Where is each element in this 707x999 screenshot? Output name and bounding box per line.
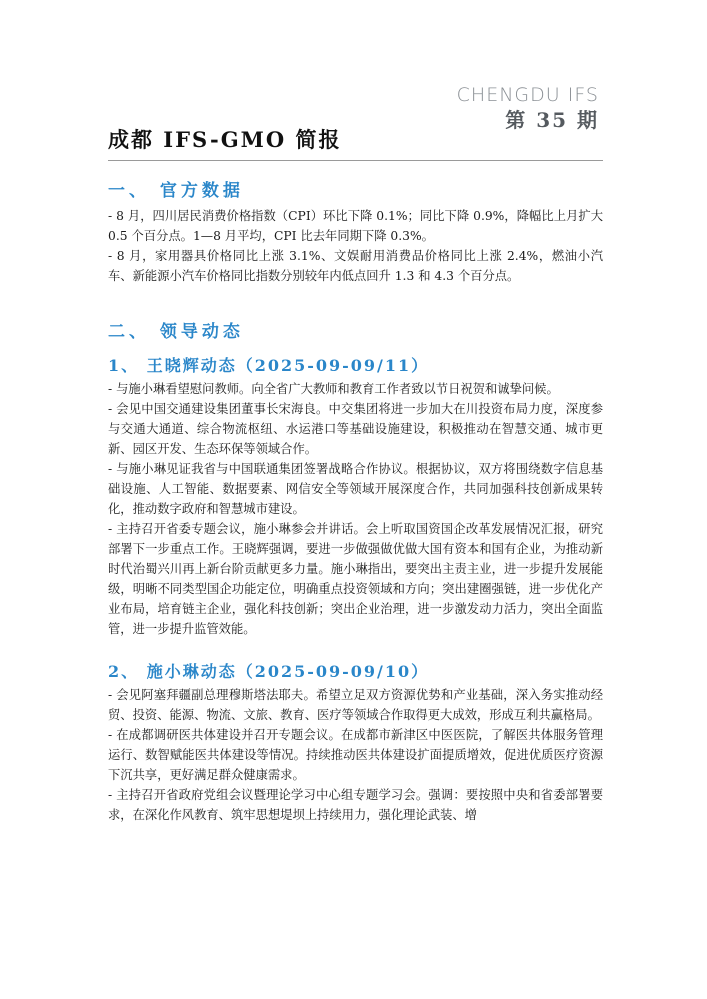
list-item: - 在成都调研医共体建设并召开专题会议。在成都市新津区中医医院，了解医共体服务管理运行、数智赋能医共体建设等情况。持续推动医共体建设扩面提质增效，促进优质医疗资源下沉共享，更好满足群众健康需求。	[108, 728, 603, 782]
subsection-heading-shi: 2、 施小琳动态（2025-09-09/10）	[108, 662, 430, 681]
list-item: - 8 月，四川居民消费价格指数（CPI）环比下降 0.1%；同比下降 0.9%，降幅比上月扩大 0.5 个百分点。1—8 月平均，CPI 比去年同期下降 0.3%。	[108, 209, 603, 243]
document-body	[108, 178, 603, 825]
subsection-heading-wang: 1、 王晓辉动态（2025-09-09/11）	[108, 356, 430, 375]
brand-mark: CHENGDU IFS	[456, 84, 599, 106]
issue-number: 第 35 期	[505, 108, 599, 132]
list-item: - 与施小琳见证我省与中国联通集团签署战略合作协议。根据协议，双方将围绕数字信息基础设施、人工智能、数据要素、网信安全等领域开展深度合作，共同加强科技创新成果转化，推动数字政府和智慧城市建设。	[108, 462, 603, 516]
list-item: - 与施小琳看望慰问教师。向全省广大教师和教育工作者致以节日祝贺和诚挚问候。	[108, 382, 559, 396]
list-item: - 主持召开省政府党组会议暨理论学习中心组专题学习会。强调：要按照中央和省委部署要求，在深化作风教育、筑牢思想堤坝上持续用力，强化理论武装、增	[108, 788, 603, 822]
list-item: - 主持召开省委专题会议，施小琳参会并讲话。会上听取国资国企改革发展情况汇报，研究部署下一步重点工作。王晓辉强调，要进一步做强做优做大国有资本和国有企业，为推动新时代治蜀兴川再上新台阶贡献更多力量。施小琳指出，要突出主责主业，进一步提升发展能级，明晰不同类型国企功能定位，明确重点投资领域和方向；突出建圈强链，进一步优化产业布局，培育链主企业，强化科技创新；突出企业治理，进一步激发动力活力，突出全面监管，进一步提升监管效能。	[108, 522, 603, 636]
page-title: 成都 IFS-GMO 简报	[108, 127, 342, 152]
section-heading-leader-updates: 二、 领导动态	[108, 322, 244, 342]
list-item: - 会见中国交通建设集团董事长宋海良。中交集团将进一步加大在川投资布局力度，深度参与交通大通道、综合物流枢纽、水运港口等基础设施建设，积极推动在智慧交通、城市更新、园区开发、生态环保等领域合作。	[108, 402, 603, 456]
list-item: - 会见阿塞拜疆副总理穆斯塔法耶夫。希望立足双方资源优势和产业基础，深入务实推动经贸、投资、能源、物流、文旅、教育、医疗等领域合作取得更大成效，形成互利共赢格局。	[108, 688, 603, 722]
section-heading-official-data: 一、 官方数据	[108, 181, 244, 201]
title-divider	[108, 160, 603, 161]
list-item: - 8 月，家用器具价格同比上涨 3.1%、文娱耐用消费品价格同比上涨 2.4%，燃油小汽车、新能源小汽车价格同比指数分别较年内低点回升 1.3 和 4.3 个百分点。	[108, 249, 603, 283]
